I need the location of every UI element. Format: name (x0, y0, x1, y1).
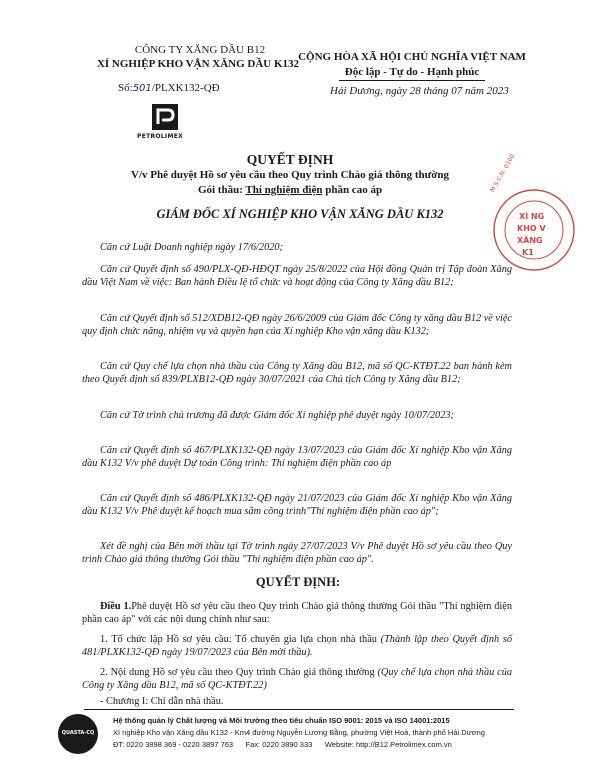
footer-line-1: Hệ thống quản lý Chất lượng và Môi trường theo tiêu chuẩn ISO 9001: 2015 và ISO 14001:2015 (113, 716, 450, 725)
footer-line-3: ĐT: 0220 3898 369 - 0220 3897 763 Fax: 0220 3890 333 Website: http://B12.Petrolimex.com.vn (113, 740, 452, 749)
item-2-text: 2. Nội dung Hồ sơ yêu cầu theo Quy trình Chào giá thông thường (100, 667, 378, 678)
package-line (0, 184, 580, 196)
item-2-italic: (Quy chế lựa chọn nhà thầu của Công ty Xăng dầu B12, mã số QC-KTĐT.22) (82, 667, 512, 692)
basis-8: Xét đề nghị của Bên mời thầu tại Tờ trình ngày 27/07/2023 V/v Phê duyệt Hồ sơ yêu cầu theo Quy trình Chào giá thông thường Gói thầu "Thí nghiệm điện phần cao áp". (82, 541, 512, 566)
decision-title: QUYẾT ĐỊNH (246, 152, 334, 167)
stamp-line-4: K1 (522, 248, 534, 257)
unit-name: XÍ NGHIỆP KHO VẬN XĂNG DẦU K132 (96, 58, 300, 70)
nation-name: CỘNG HÒA XÃ HỘI CHỦ NGHĨA VIỆT NAM (298, 51, 526, 63)
stamp-line-2: KHO V (517, 224, 546, 233)
package-name: Thí nghiệm điện (245, 184, 323, 196)
article-1 (82, 600, 512, 626)
stamp-ring-text: M.S.C.N: 0100 (489, 153, 517, 194)
logo-text: PETROLIMEX (137, 133, 184, 140)
document-number (118, 82, 220, 94)
item-1-text: 1. Tổ chức lập Hồ sơ yêu cầu: Tổ chuyên gia lựa chọn nhà thầu (100, 634, 381, 645)
number-suffix: /PLXK132-QĐ (151, 82, 220, 94)
number-handwritten: 501 (132, 83, 152, 94)
decision-heading: QUYẾT ĐỊNH: (255, 575, 341, 589)
article-1-label: Điều 1. (100, 601, 132, 612)
basis-3: Căn cứ Quyết định số 512/XDB12-QĐ ngày 26/6/2009 của Giám đốc Công ty xăng dầu B12 về việc quy định chức năng, nhiệm vụ và quyền hạn của Xí nghiệp Kho vận xăng dầu K132; (82, 313, 512, 338)
petrolimex-logo (146, 104, 184, 132)
basis-6: Căn cứ Quyết định số 467/PLXK132-QĐ ngày 13/07/2023 của Giám đốc Xí nghiệp Kho vận Xăng dầu K132 V/v phê duyệt Dự toán Công trình: Thí nghiệm điện phần cao áp (82, 445, 512, 470)
basis-1: Căn cứ Luật Doanh nghiệp ngày 17/6/2020; (100, 242, 283, 253)
motto-underline (339, 80, 485, 81)
basis-2: Căn cứ Quyết định số 490/PLX-QĐ-HĐQT ngày 25/8/2022 của Hội đồng Quản trị Tập đoàn Xăng dầu Việt Nam về việc: Ban hành Điều lệ tổ chức và hoạt động của Công ty Xăng dầu B12; (82, 264, 512, 289)
footer-line-2: Xí nghiệp Kho vận Xăng dầu K132 - Km4 đường Nguyễn Lương Bằng, phường Việt Hoà, thành phố Hải Dương (113, 728, 485, 737)
item-2 (82, 666, 512, 692)
footer-divider (84, 709, 514, 710)
quasta-badge-text: QUASTA-CQ (61, 730, 95, 736)
authority-line: GIÁM ĐỐC XÍ NGHIỆP KHO VẬN XĂNG DẦU K132 (156, 207, 444, 221)
article-1-text: Phê duyệt Hồ sơ yêu cầu theo Quy trình Chào giá thông thường Gói thầu "Thí nghiệm điện phần cao áp" với các nội dung chính như sau: (82, 601, 512, 626)
package-label: Gói thầu: (197, 184, 246, 196)
stamp-line-1: XÍ NG (519, 212, 545, 221)
decision-subject: V/v Phê duyệt Hồ sơ yêu cầu theo Quy trình Chào giá thông thường (131, 169, 449, 181)
basis-7: Căn cứ Quyết định số 486/PLXK132-QĐ ngày 21/07/2023 của Giám đốc Xí nghiệp Kho vận Xăng dầu K132 V/v Phê duyệt kế hoạch mua sắm công trình"Thí nghiệm điện phần cao áp"; (82, 493, 512, 518)
stamp-line-3: XĂNG (517, 236, 543, 245)
item-1-italic: (Thành lập theo Quyết định số 481/PLXK132-QĐ ngày 19/07/2023 của Bên mời thầu). (82, 634, 512, 659)
item-1 (82, 633, 512, 659)
number-prefix: Số: (118, 82, 133, 94)
package-rest: phần cao áp (322, 184, 383, 196)
basis-4: Căn cứ Quy chế lựa chọn nhà thầu của Công ty Xăng dầu B12, mã số QC-KTĐT.22 ban hành kèm theo Quyết định số 839/PLXB12-QĐ ngày 30/07/2021 của Chủ tịch Công ty Xăng dầu B12; (82, 361, 512, 386)
company-name: CÔNG TY XĂNG DẦU B12 (134, 44, 266, 56)
basis-5: Căn cứ Tờ trình chủ trương đã được Giám đốc Xí nghiệp phê duyệt ngày 10/07/2023; (100, 410, 454, 421)
chapter-1: - Chương I: Chỉ dẫn nhà thầu. (100, 696, 224, 707)
motto: Độc lập - Tự do - Hạnh phúc (344, 66, 480, 78)
place-date: Hải Dương, ngày 28 tháng 07 năm 2023 (330, 85, 509, 97)
